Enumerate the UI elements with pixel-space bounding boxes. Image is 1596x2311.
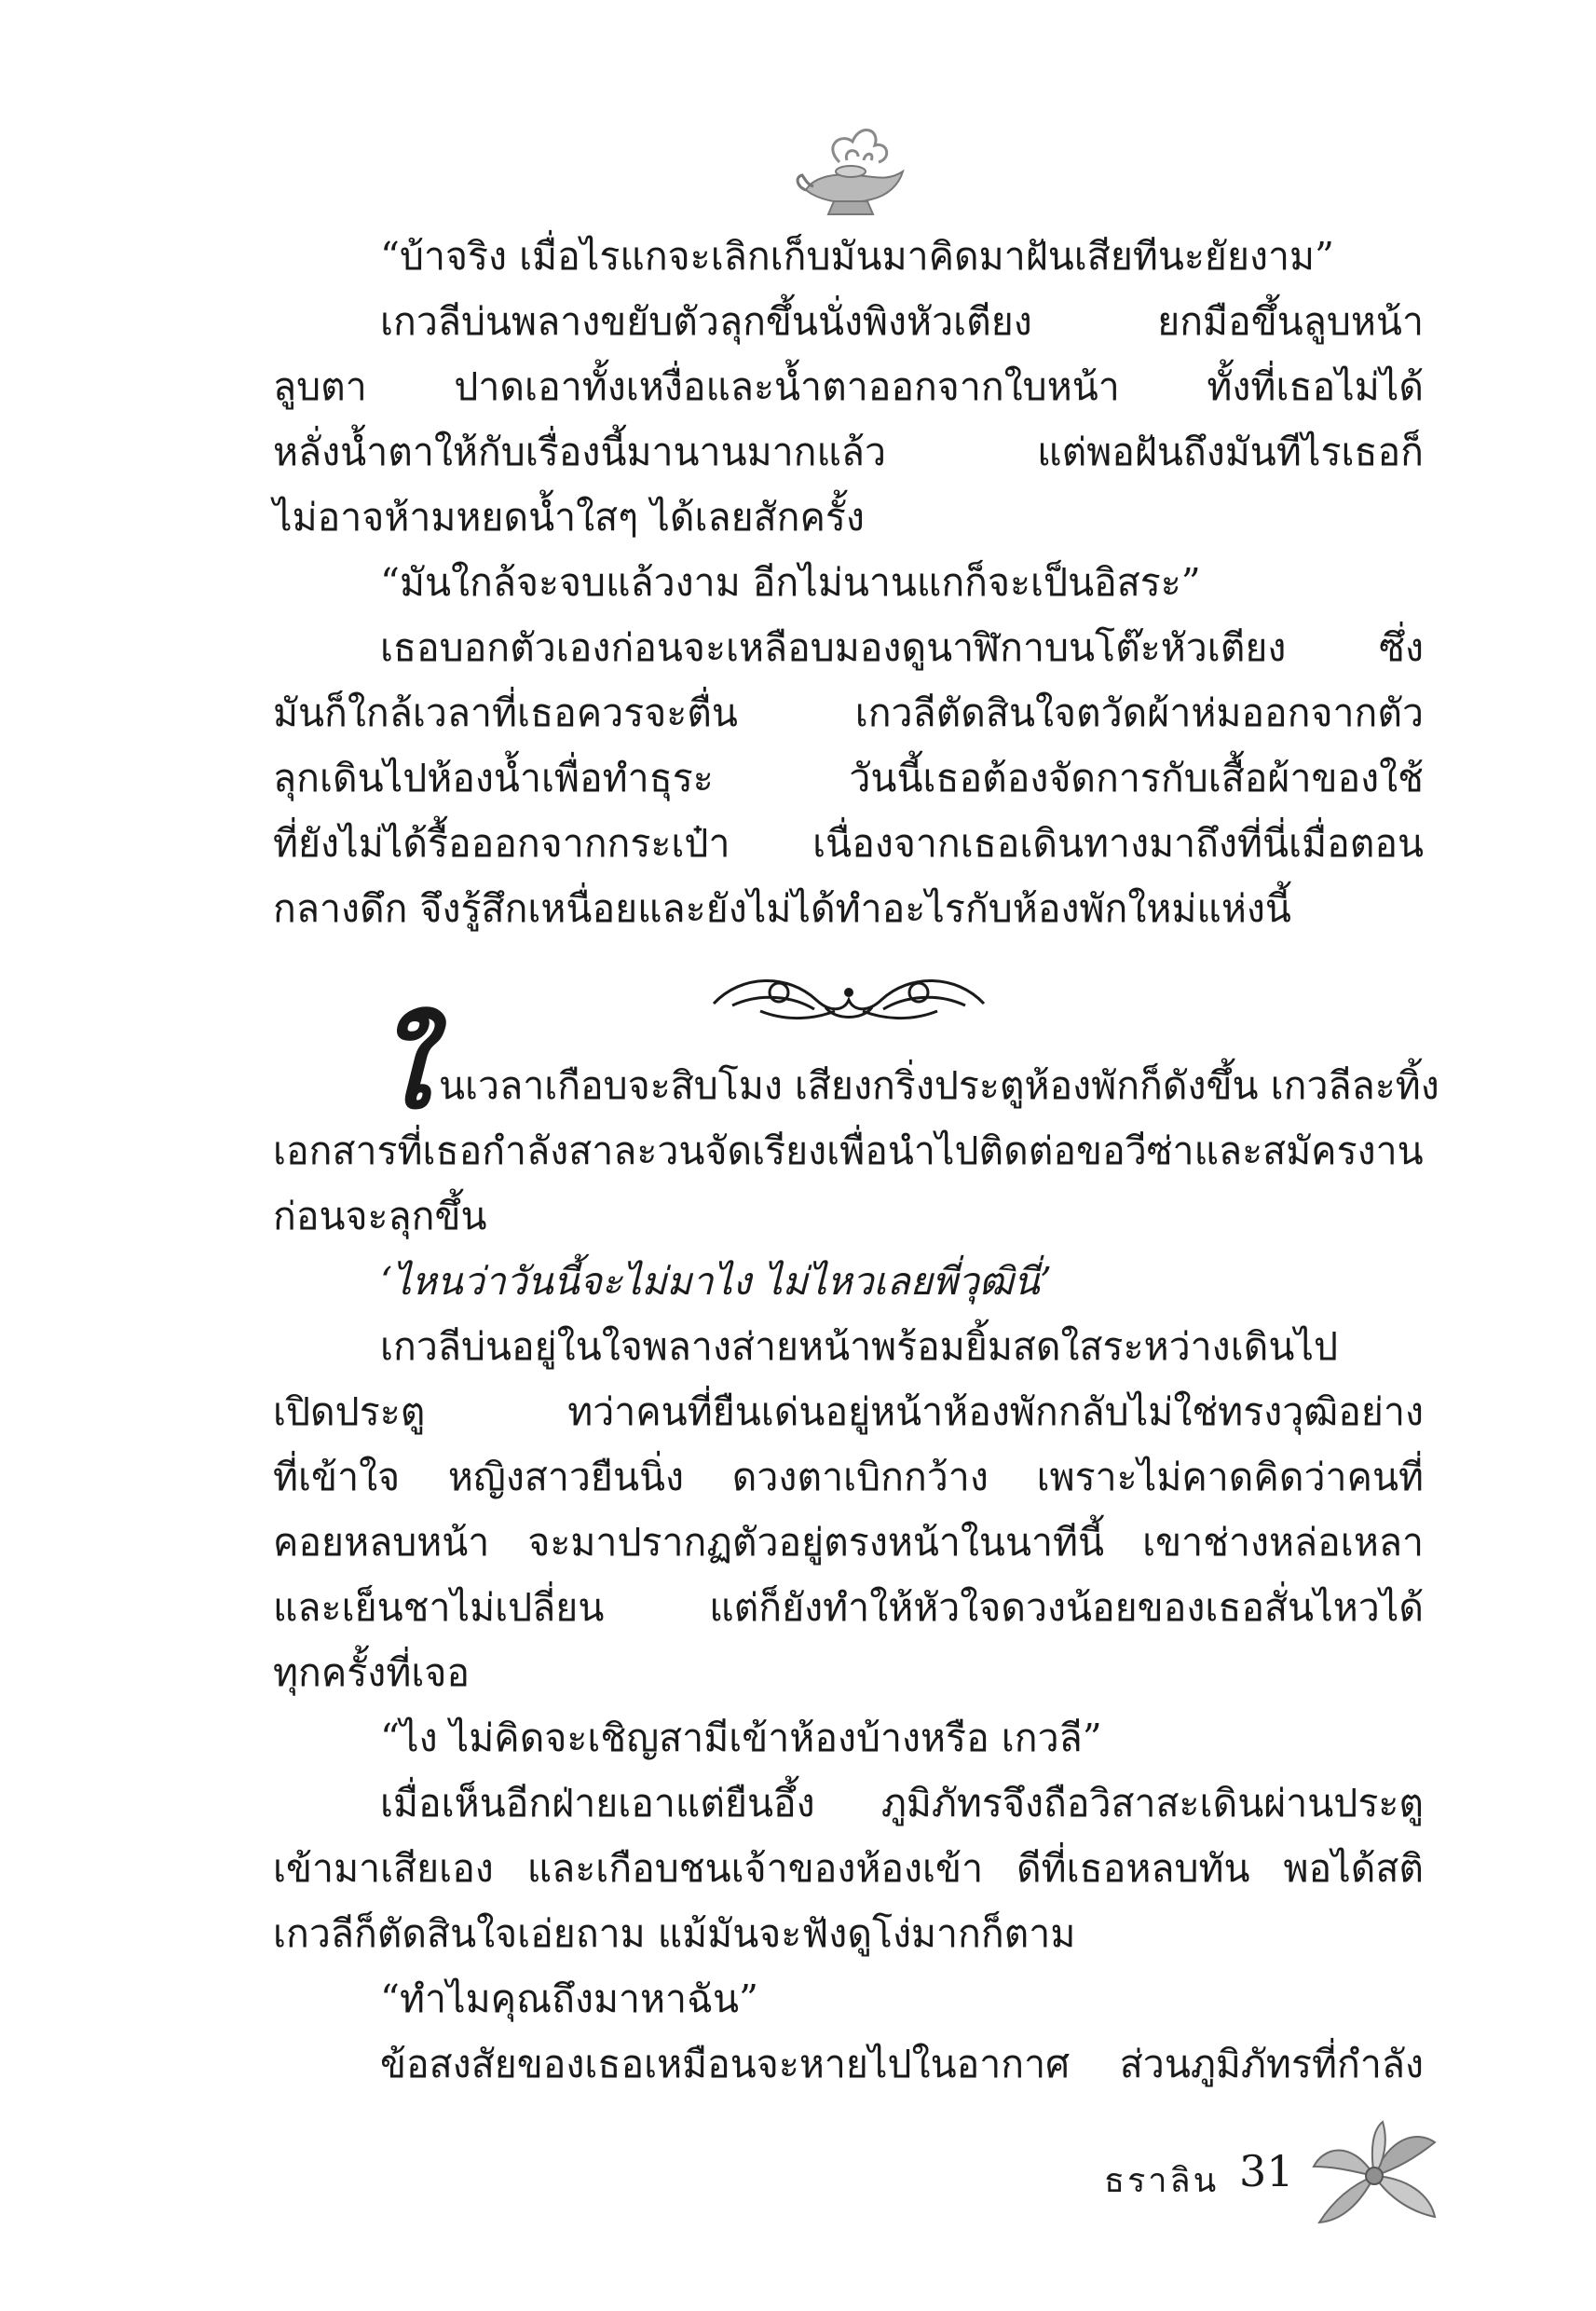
text-line: เอกสารที่เธอกำลังสาละวนจัดเรียงเพื่อนำไปติดต่อขอวีซ่าและสมัครงาน bbox=[273, 1128, 1424, 1173]
text-line: ลุกเดินไปห้องน้ำเพื่อทำธุระ วันนี้เธอต้องจัดการกับเสื้อผ้าของใช้ bbox=[273, 756, 1424, 800]
text-line: ก่อนจะลุกขึ้น bbox=[273, 1194, 487, 1238]
text-line: หลั่งน้ำตาให้กับเรื่องนี้มานานมากแล้ว แต่พอฝันถึงมันทีไรเธอก็ bbox=[273, 430, 1424, 474]
text-line: ข้อสงสัยของเธอเหมือนจะหายไปในอากาศ ส่วนภูมิภัทรที่กำลัง bbox=[380, 2042, 1424, 2086]
text-line: เมื่อเห็นอีกฝ่ายเอาแต่ยืนอึ้ง ภูมิภัทรจึงถือวิสาสะเดินผ่านประตู bbox=[380, 1781, 1424, 1826]
text-line: ‘ไหนว่าวันนี้จะไม่มาไง ไม่ไหวเลยพี่วุฒินี่’ bbox=[380, 1259, 1052, 1304]
body-text bbox=[273, 224, 1439, 2097]
ornament-divider bbox=[273, 941, 1424, 1053]
text-line: เกวลีบ่นพลางขยับตัวลุกขึ้นนั่งพิงหัวเตียง ยกมือขึ้นลูบหน้า bbox=[380, 299, 1424, 344]
text-line: ไม่อาจห้ามหยดน้ำใสๆ ได้เลยสักครั้ง bbox=[273, 495, 865, 540]
text-line: “ไง ไม่คิดจะเชิญสามีเข้าห้องบ้างหรือ เกวลี” bbox=[380, 1716, 1102, 1760]
text-line: เปิดประตู ทว่าคนที่ยืนเด่นอยู่หน้าห้องพักกลับไม่ใช่ทรงวุฒิอย่าง bbox=[273, 1389, 1424, 1434]
text-line: เธอบอกตัวเองก่อนจะเหลือบมองดูนาฬิกาบนโต๊ะหัวเตียง ซึ่ง bbox=[380, 625, 1424, 670]
paragraph-group-2 bbox=[273, 1118, 1424, 2097]
text-line: ลูบตา ปาดเอาทั้งเหงื่อและน้ำตาออกจากใบหน้า ทั้งที่เธอไม่ได้ bbox=[273, 364, 1424, 409]
page-number: 31 bbox=[1239, 2146, 1294, 2196]
text-line: ที่ยังไม่ได้รื้อออกจากกระเป๋า เนื่องจากเธอเดินทางมาถึงที่นี่เมื่อตอน bbox=[273, 821, 1424, 866]
paragraph-group-1 bbox=[273, 224, 1424, 941]
text-line: เกวลีก็ตัดสินใจเอ่ยถาม แม้มันจะฟังดูโง่มากก็ตาม bbox=[273, 1911, 1076, 1956]
text-line: และเย็นชาไม่เปลี่ยน แต่ก็ยังทำให้หัวใจดวงน้อยของเธอสั่นไหวได้ bbox=[273, 1585, 1424, 1630]
text-line: “บ้าจริง เมื่อไรแกจะเลิกเก็บมันมาคิดมาฝันเสียทีนะยัยงาม” bbox=[380, 234, 1334, 279]
dropcap-letter: ใ bbox=[375, 1004, 430, 1133]
book-title: ธราลิน bbox=[1104, 2162, 1220, 2200]
flower-icon bbox=[1304, 2120, 1444, 2232]
flourish-ornament-icon bbox=[704, 964, 993, 1030]
text-line: “ทำไมคุณถึงมาหาฉัน” bbox=[380, 1976, 758, 2021]
text-line: เข้ามาเสียเอง และเกือบชนเจ้าของห้องเข้า ดีที่เธอหลบทัน พอได้สติ bbox=[273, 1846, 1424, 1891]
genie-lamp-icon bbox=[785, 104, 916, 235]
text-line: กลางดึก จึงรู้สึกเหนื่อยและยังไม่ได้ทำอะไรกับห้องพักใหม่แห่งนี้ bbox=[273, 886, 1291, 931]
text-line: ทุกครั้งที่เจอ bbox=[273, 1650, 471, 1695]
page-footer bbox=[0, 2120, 1596, 2232]
text-line: ที่เข้าใจ หญิงสาวยืนนิ่ง ดวงตาเบิกกว้าง เพราะไม่คาดคิดว่าคนที่ bbox=[273, 1455, 1424, 1499]
dropcap-line bbox=[273, 1004, 1439, 1133]
text-line: มันก็ใกล้เวลาที่เธอควรจะตื่น เกวลีตัดสินใจตวัดผ้าห่มออกจากตัว bbox=[273, 691, 1424, 735]
text-line: คอยหลบหน้า จะมาปรากฏตัวอยู่ตรงหน้าในนาทีนี้ เขาช่างหล่อเหลา bbox=[273, 1520, 1424, 1565]
text-line: เกวลีบ่นอยู่ในใจพลางส่ายหน้าพร้อมยิ้มสดใสระหว่างเดินไป bbox=[380, 1324, 1339, 1369]
dropcap-line-text: นเวลาเกือบจะสิบโมง เสียงกริ่งประตูห้องพักก็ดังขึ้น เกวลีละทิ้ง bbox=[439, 1063, 1439, 1108]
text-line: “มันใกล้จะจบแล้วงาม อีกไม่นานแกก็จะเป็นอิสระ” bbox=[380, 560, 1201, 605]
